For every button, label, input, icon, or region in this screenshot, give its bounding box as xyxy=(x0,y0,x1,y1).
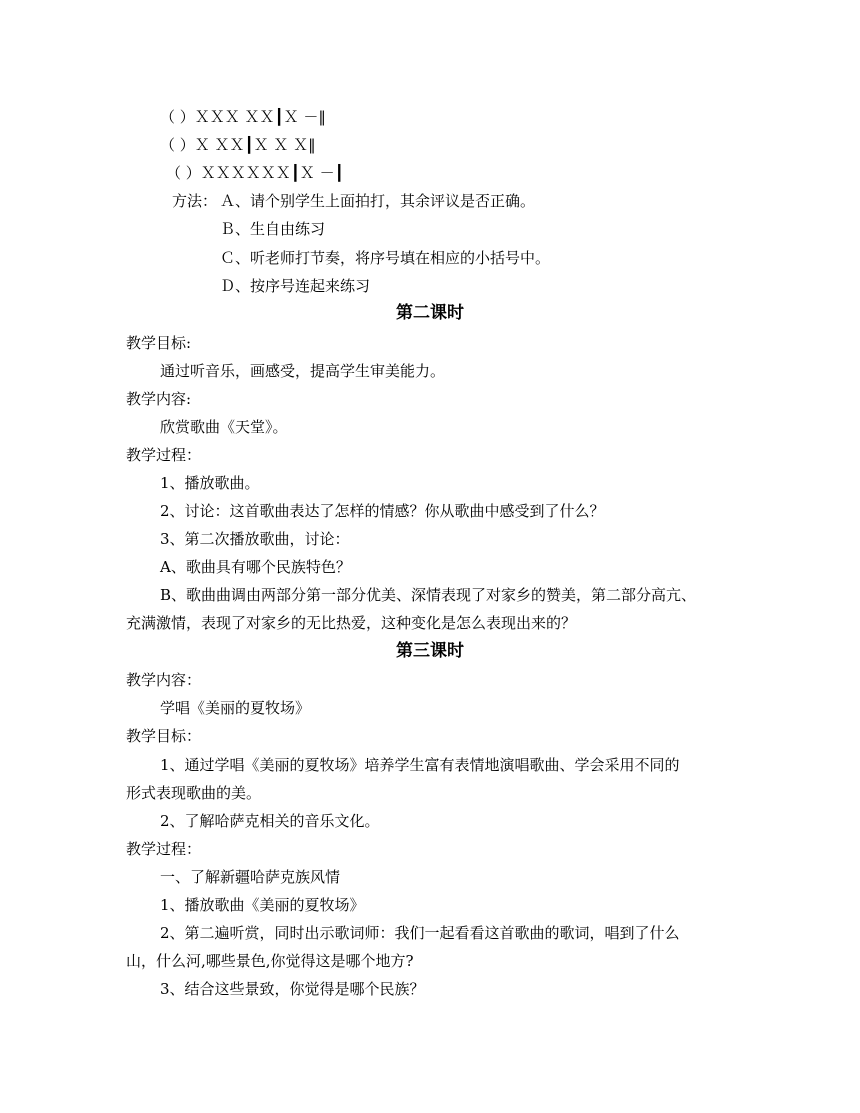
lesson3-step-2: 2、第二遍听赏，同时出示歌词师：我们一起看看这首歌曲的歌词，唱到了什么 xyxy=(160,924,680,942)
lesson3-step-section-1: 一、了解新疆哈萨克族风情 xyxy=(160,868,341,886)
lesson2-content: 欣赏歌曲《天堂》。 xyxy=(160,418,288,436)
method-label: 方法： xyxy=(172,192,218,210)
method-item-b: Ｂ、生自由练习 xyxy=(220,220,326,238)
method-item-d: Ｄ、按序号连起来练习 xyxy=(220,277,371,295)
lesson3-step-3: 3、结合这些景致，你觉得是哪个民族？ xyxy=(160,980,425,998)
method-item-c: Ｃ、听老师打节奏，将序号填在相应的小括号中。 xyxy=(220,249,551,267)
lesson2-goal-label: 教学目标: xyxy=(126,334,192,352)
lesson2-content-label: 教学内容: xyxy=(126,390,192,408)
lesson3-content: 学唱《美丽的夏牧场》 xyxy=(160,699,311,717)
rhythm-line-3: （ ）ＸＸＸＸＸＸ┃Ｘ －┃ xyxy=(166,164,344,182)
lesson2-step-3a: A、歌曲具有哪个民族特色？ xyxy=(160,558,351,576)
lesson2-process-label: 教学过程： xyxy=(126,446,202,464)
lesson2-step-1: 1、播放歌曲。 xyxy=(160,474,260,492)
rhythm-line-1: （ ）ＸＸＸ ＸＸ┃Ｘ －‖ xyxy=(160,108,326,126)
lesson3-goal-label: 教学目标： xyxy=(126,727,202,745)
lesson2-step-3b-cont: 充满激情，表现了对家乡的无比热爱，这种变化是怎么表现出来的？ xyxy=(126,614,577,632)
lesson3-process-label: 教学过程： xyxy=(126,840,202,858)
lesson3-title: 第三课时 xyxy=(396,641,464,661)
lesson2-step-2: 2、讨论：这首歌曲表达了怎样的情感？你从歌曲中感受到了什么？ xyxy=(160,502,605,520)
lesson3-goal-2: 2、了解哈萨克相关的音乐文化。 xyxy=(160,812,380,830)
lesson3-step-1: 1、播放歌曲《美丽的夏牧场》 xyxy=(160,896,365,914)
lesson2-title: 第二课时 xyxy=(396,303,464,323)
rhythm-line-2: （ ）Ｘ ＸＸ┃Ｘ Ｘ Ｘ‖ xyxy=(160,136,316,154)
lesson2-step-3b: B、歌曲曲调由两部分第一部分优美、深情表现了对家乡的赞美，第二部分高亢、 xyxy=(160,586,697,604)
lesson2-goal: 通过听音乐，画感受，提高学生审美能力。 xyxy=(160,362,446,380)
lesson3-step-2-cont: 山，什么河,哪些景色,你觉得这是哪个地方? xyxy=(126,952,414,970)
method-item-a: Ａ、请个别学生上面拍打，其余评议是否正确。 xyxy=(220,192,536,210)
lesson3-goal-1-cont: 形式表现歌曲的美。 xyxy=(126,784,262,802)
lesson2-step-3: 3、第二次播放歌曲，讨论： xyxy=(160,530,350,548)
lesson3-content-label: 教学内容： xyxy=(126,671,202,689)
lesson3-goal-1: 1、通过学唱《美丽的夏牧场》培养学生富有表情地演唱歌曲、学会采用不同的 xyxy=(160,756,680,774)
